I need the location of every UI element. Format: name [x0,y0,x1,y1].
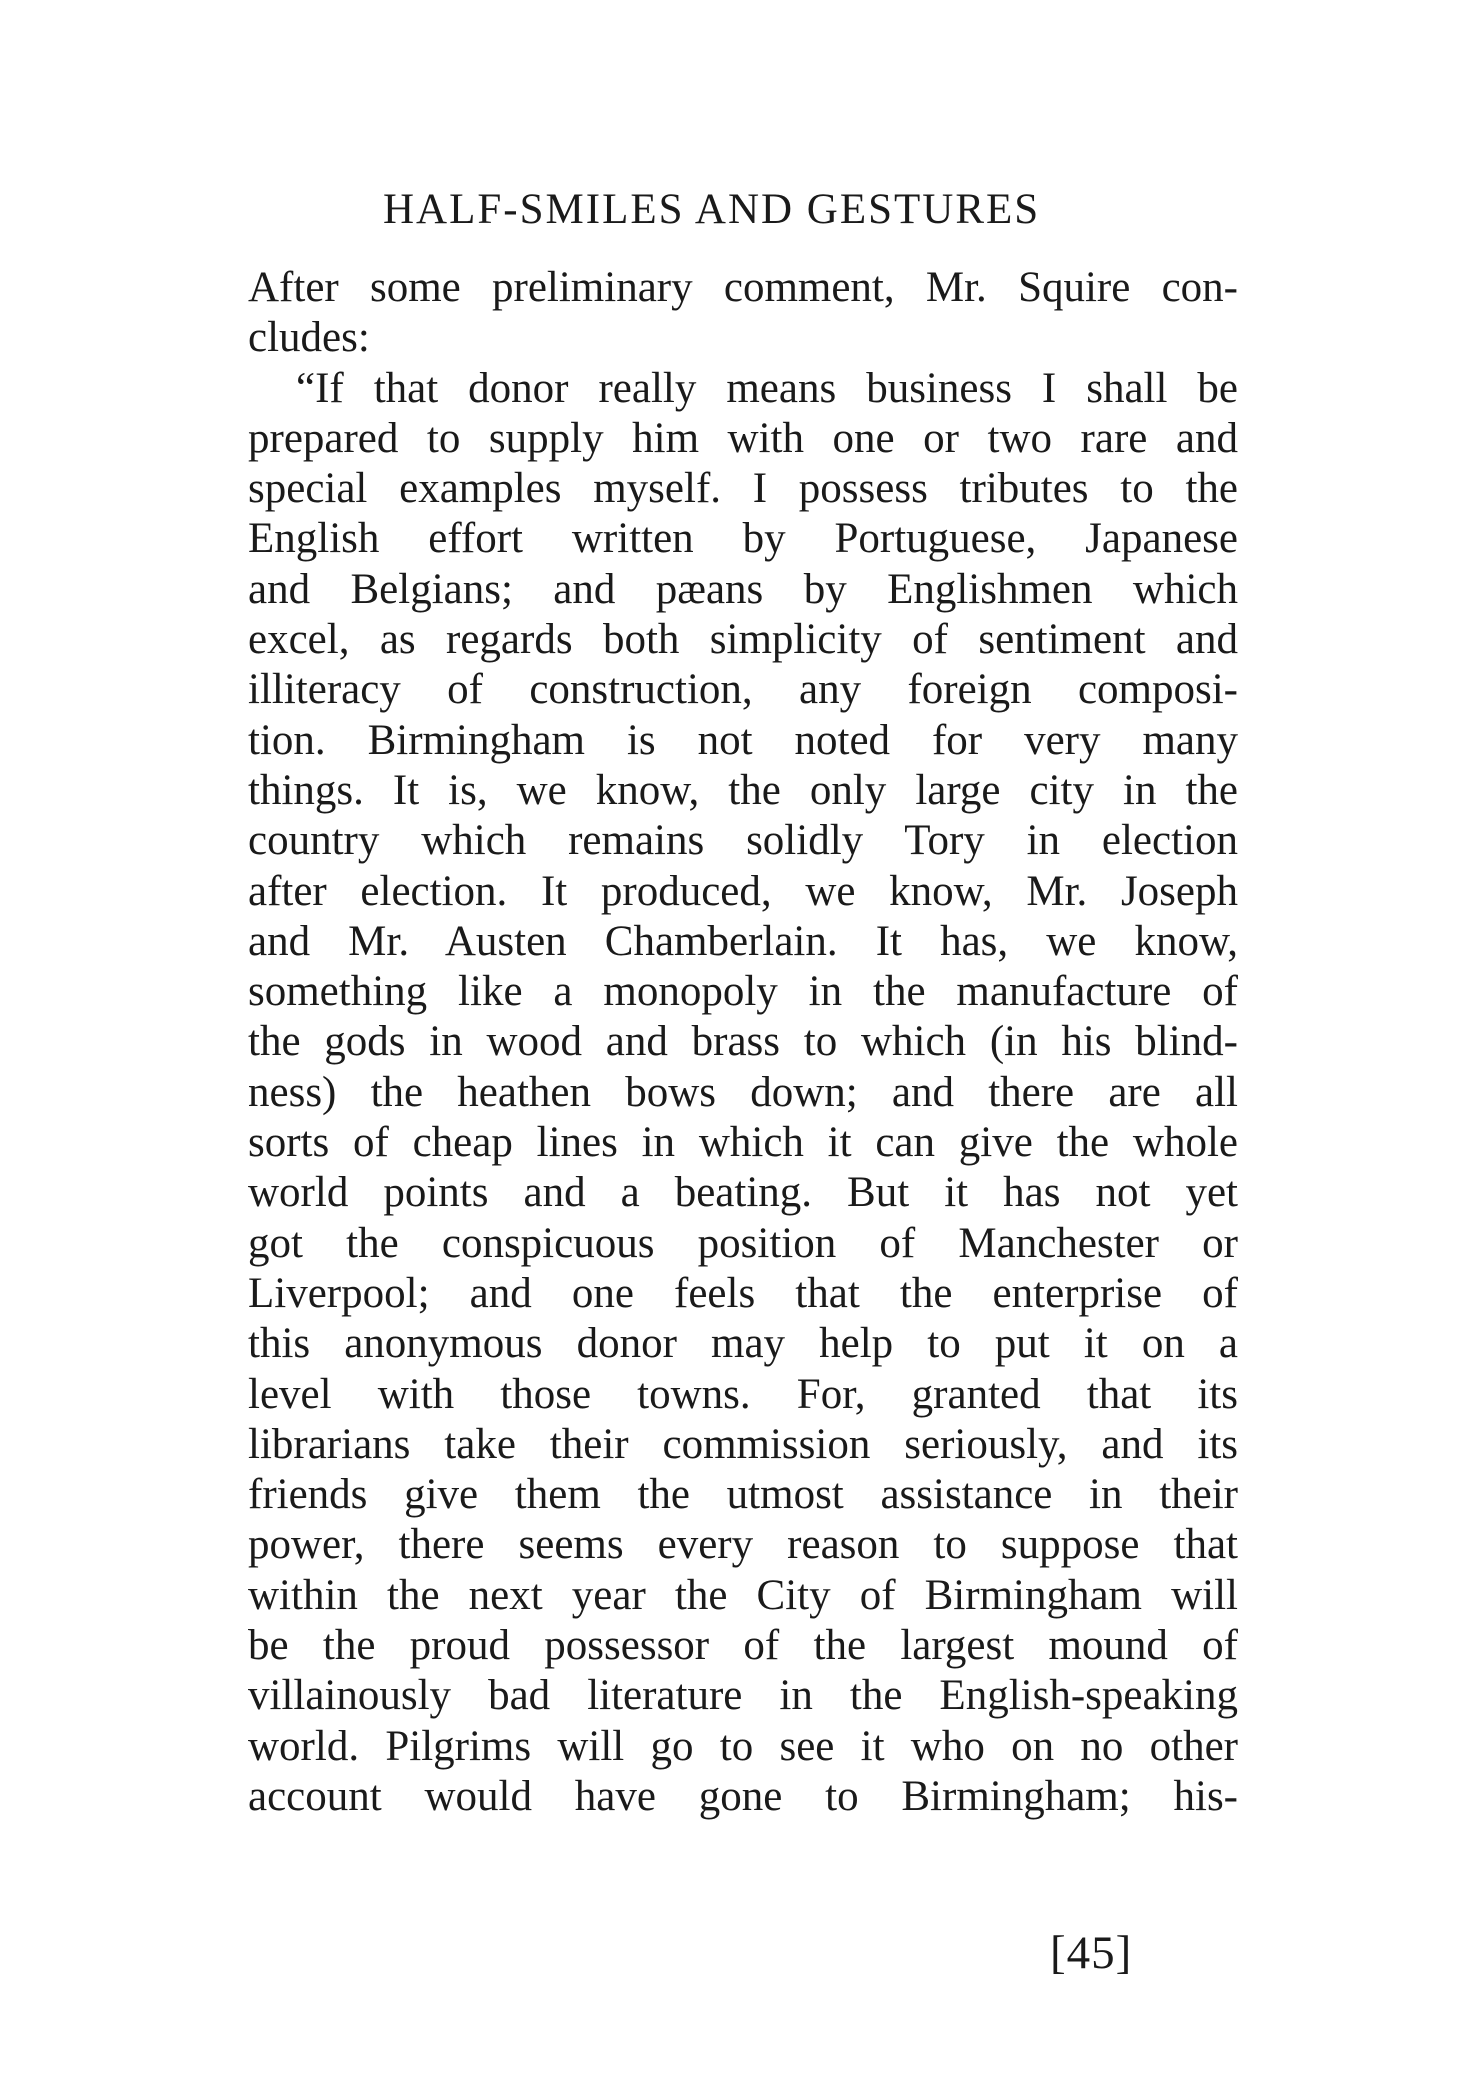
text-line: be the proud possessor of the largest mound of [248,1622,1238,1670]
text-line: tion. Birmingham is not noted for very many [248,716,1238,764]
text-line: after election. It produced, we know, Mr. Joseph [248,867,1238,915]
text-line: illiteracy of construction, any foreign composi- [248,666,1238,714]
text-line: prepared to supply him with one or two rare and [248,414,1238,462]
text-line: the gods in wood and brass to which (in his blind- [248,1018,1238,1066]
text-line: things. It is, we know, the only large city in the [248,766,1238,814]
text-line: friends give them the utmost assistance in their [248,1471,1238,1519]
text-line: account would have gone to Birmingham; his- [248,1772,1238,1820]
body-text [248,263,1238,1822]
text-line: and Belgians; and pæans by Englishmen which [248,565,1238,613]
text-line: got the conspicuous position of Manchester or [248,1219,1238,1267]
text-line: something like a monopoly in the manufacture of [248,968,1238,1016]
text-line: world. Pilgrims will go to see it who on no other [248,1722,1238,1770]
text-line: excel, as regards both simplicity of sentiment and [248,616,1238,664]
text-line: country which remains solidly Tory in election [248,817,1238,865]
text-line: Liverpool; and one feels that the enterprise of [248,1269,1238,1317]
text-line: level with those towns. For, granted that its [248,1370,1238,1418]
text-line: ness) the heathen bows down; and there are all [248,1068,1238,1116]
text-line: After some preliminary comment, Mr. Squire con- [248,264,1238,311]
text-line: this anonymous donor may help to put it on a [248,1320,1238,1368]
text-line: villainously bad literature in the English-speaking [248,1672,1238,1720]
text-line: special examples myself. I possess tributes to the [248,465,1238,513]
text-line: cludes: [248,314,370,362]
text-line: sorts of cheap lines in which it can give the whole [248,1119,1238,1167]
text-line: “If that donor really means business I shall be [296,364,1238,412]
running-head: HALF-SMILES AND GESTURES [383,186,1041,233]
text-line: within the next year the City of Birmingham will [248,1571,1238,1619]
page-number: [45] [1050,1927,1133,1979]
text-line: world points and a beating. But it has not yet [248,1169,1238,1217]
text-line: librarians take their commission seriously, and its [248,1420,1238,1468]
text-line: and Mr. Austen Chamberlain. It has, we know, [248,917,1238,965]
text-line: power, there seems every reason to suppose that [248,1521,1238,1569]
text-line: English effort written by Portuguese, Japanese [248,515,1238,563]
